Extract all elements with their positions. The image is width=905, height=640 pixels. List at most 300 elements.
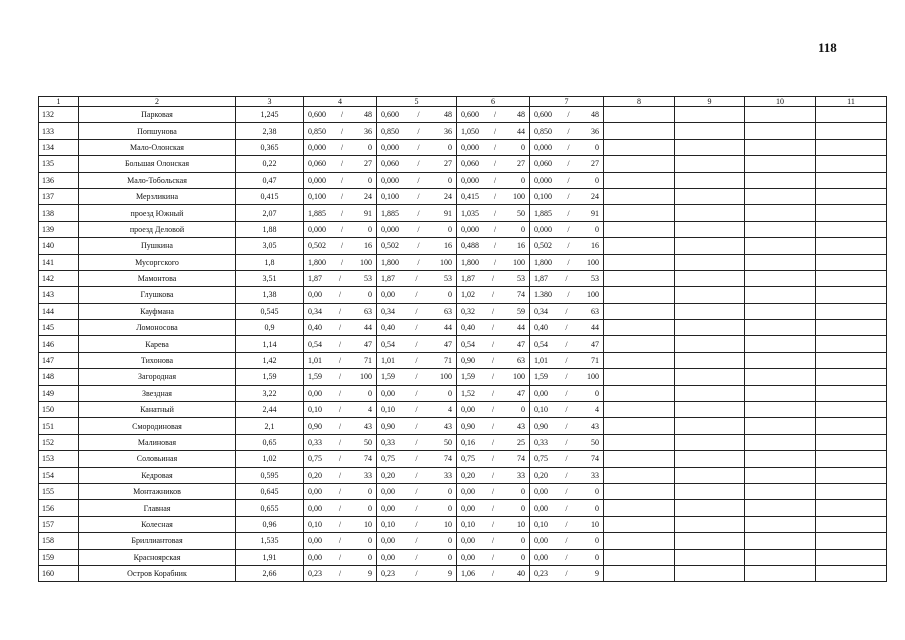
pair-value: 0,000 bbox=[308, 175, 326, 185]
pair-separator: / bbox=[567, 241, 570, 251]
table-row bbox=[39, 352, 887, 368]
empty-cell-col-10 bbox=[745, 254, 816, 270]
pair-value: 0,00 bbox=[534, 487, 548, 497]
pair-percent: 10 bbox=[443, 519, 452, 529]
empty-cell-col-9 bbox=[675, 303, 745, 319]
pair-value: 0,75 bbox=[534, 454, 548, 464]
pair-percent: 100 bbox=[586, 372, 599, 382]
pair-cell-c4 bbox=[304, 483, 377, 499]
pair-value: 0,54 bbox=[308, 339, 322, 349]
street-name: Тихонова bbox=[79, 352, 236, 368]
pair-value: 0,850 bbox=[381, 126, 399, 136]
empty-cell-col-10 bbox=[745, 172, 816, 188]
pair-percent: 50 bbox=[516, 208, 525, 218]
table-row bbox=[39, 172, 887, 188]
table-row bbox=[39, 402, 887, 418]
pair-cell-c7 bbox=[530, 107, 604, 123]
pair-value: 0,75 bbox=[461, 454, 475, 464]
pair-percent: 44 bbox=[516, 126, 525, 136]
table-row bbox=[39, 418, 887, 434]
pair-value: 1,01 bbox=[381, 356, 395, 366]
header-col-4: 4 bbox=[304, 97, 377, 107]
row-number: 149 bbox=[39, 385, 79, 401]
pair-value: 0,54 bbox=[534, 339, 548, 349]
length-value: 2,07 bbox=[236, 205, 304, 221]
pair-cell-c5 bbox=[377, 139, 457, 155]
empty-cell-col-11 bbox=[816, 188, 887, 204]
pair-separator: / bbox=[565, 487, 568, 497]
pair-value: 0,100 bbox=[308, 192, 326, 202]
pair-value: 0,00 bbox=[534, 552, 548, 562]
table-row bbox=[39, 516, 887, 532]
pair-cell-c5 bbox=[377, 565, 457, 581]
pair-percent: 43 bbox=[363, 421, 372, 431]
table-row bbox=[39, 221, 887, 237]
pair-cell-c6 bbox=[457, 287, 530, 303]
pair-separator: / bbox=[491, 470, 495, 480]
row-number: 156 bbox=[39, 500, 79, 516]
pair-cell-c4 bbox=[304, 139, 377, 155]
pair-value: 1,87 bbox=[308, 274, 322, 284]
pair-value: 0,40 bbox=[534, 323, 548, 333]
pair-value: 1,02 bbox=[461, 290, 475, 300]
pair-percent: 71 bbox=[363, 356, 372, 366]
pair-cell-c6 bbox=[457, 549, 530, 565]
pair-separator: / bbox=[338, 405, 342, 415]
pair-separator: / bbox=[567, 159, 570, 169]
pair-percent: 33 bbox=[363, 470, 372, 480]
pair-percent: 63 bbox=[590, 306, 599, 316]
pair-cell-c4 bbox=[304, 221, 377, 237]
empty-cell-col-8 bbox=[604, 254, 675, 270]
table-row bbox=[39, 188, 887, 204]
empty-cell-col-11 bbox=[816, 385, 887, 401]
empty-cell-col-10 bbox=[745, 303, 816, 319]
length-value: 0,655 bbox=[236, 500, 304, 516]
empty-cell-col-10 bbox=[745, 221, 816, 237]
empty-cell-col-10 bbox=[745, 467, 816, 483]
pair-separator: / bbox=[340, 159, 344, 169]
header-col-10: 10 bbox=[745, 97, 816, 107]
pair-percent: 74 bbox=[516, 454, 525, 464]
pair-separator: / bbox=[417, 126, 420, 136]
table-row bbox=[39, 320, 887, 336]
empty-cell-col-8 bbox=[604, 500, 675, 516]
row-number: 141 bbox=[39, 254, 79, 270]
street-name: Канатный bbox=[79, 402, 236, 418]
pair-separator: / bbox=[340, 142, 344, 152]
empty-cell-col-8 bbox=[604, 369, 675, 385]
pair-percent: 36 bbox=[590, 126, 599, 136]
pair-cell-c4 bbox=[304, 467, 377, 483]
pair-value: 0,000 bbox=[534, 142, 552, 152]
pair-cell-c7 bbox=[530, 254, 604, 270]
length-value: 1,8 bbox=[236, 254, 304, 270]
pair-percent: 16 bbox=[443, 241, 452, 251]
pair-cell-c6 bbox=[457, 385, 530, 401]
pair-cell-c5 bbox=[377, 188, 457, 204]
pair-percent: 0 bbox=[447, 388, 452, 398]
pair-cell-c7 bbox=[530, 418, 604, 434]
pair-cell-c4 bbox=[304, 451, 377, 467]
empty-cell-col-10 bbox=[745, 270, 816, 286]
pair-percent: 47 bbox=[443, 339, 452, 349]
pair-value: 0,000 bbox=[461, 175, 479, 185]
pair-cell-c5 bbox=[377, 369, 457, 385]
pair-percent: 48 bbox=[516, 110, 525, 120]
pair-value: 0,00 bbox=[534, 388, 548, 398]
pair-cell-c4 bbox=[304, 287, 377, 303]
pair-separator: / bbox=[340, 110, 344, 120]
pair-cell-c7 bbox=[530, 320, 604, 336]
pair-value: 0,000 bbox=[308, 224, 326, 234]
length-value: 1,42 bbox=[236, 352, 304, 368]
empty-cell-col-9 bbox=[675, 139, 745, 155]
pair-value: 0,90 bbox=[381, 421, 395, 431]
pair-percent: 100 bbox=[359, 372, 372, 382]
pair-cell-c4 bbox=[304, 565, 377, 581]
pair-cell-c5 bbox=[377, 320, 457, 336]
pair-cell-c4 bbox=[304, 188, 377, 204]
empty-cell-col-8 bbox=[604, 418, 675, 434]
empty-cell-col-10 bbox=[745, 320, 816, 336]
empty-cell-col-11 bbox=[816, 402, 887, 418]
pair-percent: 16 bbox=[516, 241, 525, 251]
length-value: 1,59 bbox=[236, 369, 304, 385]
pair-percent: 74 bbox=[443, 454, 452, 464]
empty-cell-col-8 bbox=[604, 385, 675, 401]
empty-cell-col-11 bbox=[816, 123, 887, 139]
pair-value: 0,100 bbox=[534, 192, 552, 202]
table-row bbox=[39, 336, 887, 352]
pair-value: 1,87 bbox=[461, 274, 475, 284]
table-row bbox=[39, 205, 887, 221]
empty-cell-col-11 bbox=[816, 172, 887, 188]
pair-separator: / bbox=[417, 175, 420, 185]
empty-cell-col-11 bbox=[816, 221, 887, 237]
pair-cell-c6 bbox=[457, 336, 530, 352]
pair-value: 0,00 bbox=[461, 552, 475, 562]
pair-separator: / bbox=[491, 388, 495, 398]
empty-cell-col-9 bbox=[675, 418, 745, 434]
pair-value: 0,850 bbox=[534, 126, 552, 136]
pair-value: 0,00 bbox=[308, 487, 322, 497]
empty-cell-col-11 bbox=[816, 287, 887, 303]
empty-cell-col-9 bbox=[675, 156, 745, 172]
empty-cell-col-9 bbox=[675, 500, 745, 516]
pair-value: 1,800 bbox=[534, 257, 552, 267]
pair-separator: / bbox=[491, 487, 495, 497]
table-row bbox=[39, 483, 887, 499]
pair-value: 0,20 bbox=[308, 470, 322, 480]
pair-separator: / bbox=[415, 552, 418, 562]
pair-percent: 10 bbox=[590, 519, 599, 529]
pair-cell-c4 bbox=[304, 172, 377, 188]
pair-percent: 10 bbox=[516, 519, 525, 529]
pair-value: 0,488 bbox=[461, 241, 479, 251]
pair-separator: / bbox=[565, 470, 568, 480]
pair-percent: 91 bbox=[590, 208, 599, 218]
row-number: 138 bbox=[39, 205, 79, 221]
pair-value: 0,54 bbox=[461, 339, 475, 349]
pair-separator: / bbox=[415, 372, 418, 382]
pair-cell-c7 bbox=[530, 172, 604, 188]
pair-separator: / bbox=[338, 519, 342, 529]
pair-cell-c4 bbox=[304, 352, 377, 368]
pair-separator: / bbox=[338, 552, 342, 562]
length-value: 0,9 bbox=[236, 320, 304, 336]
length-value: 0,65 bbox=[236, 434, 304, 450]
pair-percent: 0 bbox=[447, 142, 452, 152]
pair-cell-c6 bbox=[457, 172, 530, 188]
pair-percent: 0 bbox=[367, 552, 372, 562]
pair-percent: 0 bbox=[594, 224, 599, 234]
pair-value: 1,050 bbox=[461, 126, 479, 136]
table-row bbox=[39, 549, 887, 565]
pair-separator: / bbox=[340, 241, 344, 251]
pair-cell-c4 bbox=[304, 402, 377, 418]
pair-cell-c4 bbox=[304, 123, 377, 139]
row-number: 148 bbox=[39, 369, 79, 385]
empty-cell-col-9 bbox=[675, 188, 745, 204]
pair-percent: 100 bbox=[512, 257, 525, 267]
pair-value: 0,00 bbox=[308, 536, 322, 546]
pair-percent: 43 bbox=[590, 421, 599, 431]
pair-cell-c7 bbox=[530, 500, 604, 516]
pair-value: 0,600 bbox=[381, 110, 399, 120]
pair-separator: / bbox=[415, 519, 418, 529]
pair-cell-c4 bbox=[304, 516, 377, 532]
empty-cell-col-8 bbox=[604, 270, 675, 286]
empty-cell-col-8 bbox=[604, 533, 675, 549]
pair-separator: / bbox=[493, 110, 497, 120]
pair-value: 0,33 bbox=[308, 438, 322, 447]
pair-percent: 47 bbox=[516, 339, 525, 349]
pair-percent: 44 bbox=[590, 323, 599, 333]
pair-cell-c5 bbox=[377, 336, 457, 352]
empty-cell-col-11 bbox=[816, 320, 887, 336]
pair-separator: / bbox=[565, 388, 568, 398]
table-row bbox=[39, 287, 887, 303]
pair-value: 0,90 bbox=[308, 421, 322, 431]
empty-cell-col-10 bbox=[745, 483, 816, 499]
pair-value: 0,10 bbox=[381, 405, 395, 415]
pair-percent: 0 bbox=[367, 290, 372, 300]
empty-cell-col-11 bbox=[816, 516, 887, 532]
empty-cell-col-11 bbox=[816, 500, 887, 516]
empty-cell-col-9 bbox=[675, 254, 745, 270]
empty-cell-col-10 bbox=[745, 516, 816, 532]
empty-cell-col-9 bbox=[675, 270, 745, 286]
empty-cell-col-11 bbox=[816, 533, 887, 549]
pair-separator: / bbox=[567, 192, 570, 202]
pair-separator: / bbox=[491, 372, 495, 382]
empty-cell-col-8 bbox=[604, 434, 675, 450]
empty-cell-col-10 bbox=[745, 352, 816, 368]
pair-value: 0,00 bbox=[308, 388, 322, 398]
pair-separator: / bbox=[491, 438, 495, 447]
pair-value: 0,40 bbox=[461, 323, 475, 333]
table-row bbox=[39, 270, 887, 286]
pair-value: 0,23 bbox=[534, 569, 548, 579]
header-row bbox=[39, 97, 887, 107]
pair-value: 0,000 bbox=[461, 142, 479, 152]
pair-cell-c6 bbox=[457, 221, 530, 237]
pair-cell-c5 bbox=[377, 172, 457, 188]
pair-percent: 71 bbox=[590, 356, 599, 366]
row-number: 139 bbox=[39, 221, 79, 237]
header-col-8: 8 bbox=[604, 97, 675, 107]
empty-cell-col-10 bbox=[745, 549, 816, 565]
pair-cell-c4 bbox=[304, 205, 377, 221]
table-row bbox=[39, 107, 887, 123]
pair-percent: 0 bbox=[594, 552, 599, 562]
pair-percent: 0 bbox=[594, 536, 599, 546]
row-number: 134 bbox=[39, 139, 79, 155]
pair-percent: 0 bbox=[447, 536, 452, 546]
pair-separator: / bbox=[491, 421, 495, 431]
table-row bbox=[39, 254, 887, 270]
length-value: 1,245 bbox=[236, 107, 304, 123]
pair-percent: 27 bbox=[590, 159, 599, 169]
pair-cell-c7 bbox=[530, 336, 604, 352]
empty-cell-col-11 bbox=[816, 434, 887, 450]
pair-value: 0,000 bbox=[381, 142, 399, 152]
pair-value: 1,52 bbox=[461, 388, 475, 398]
empty-cell-col-8 bbox=[604, 139, 675, 155]
pair-cell-c5 bbox=[377, 483, 457, 499]
pair-percent: 36 bbox=[443, 126, 452, 136]
pair-separator: / bbox=[493, 257, 497, 267]
pair-separator: / bbox=[338, 536, 342, 546]
pair-percent: 44 bbox=[443, 323, 452, 333]
pair-percent: 100 bbox=[512, 192, 525, 202]
pair-value: 0,10 bbox=[461, 519, 475, 529]
row-number: 159 bbox=[39, 549, 79, 565]
pair-separator: / bbox=[567, 208, 570, 218]
pair-cell-c7 bbox=[530, 352, 604, 368]
empty-cell-col-10 bbox=[745, 287, 816, 303]
pair-percent: 44 bbox=[363, 323, 372, 333]
pair-percent: 0 bbox=[447, 503, 452, 513]
pair-value: 0,20 bbox=[381, 470, 395, 480]
pair-separator: / bbox=[565, 356, 568, 366]
pair-percent: 9 bbox=[367, 569, 372, 579]
pair-percent: 9 bbox=[594, 569, 599, 579]
empty-cell-col-11 bbox=[816, 205, 887, 221]
empty-cell-col-10 bbox=[745, 205, 816, 221]
length-value: 0,645 bbox=[236, 483, 304, 499]
pair-separator: / bbox=[415, 536, 418, 546]
pair-percent: 27 bbox=[443, 159, 452, 169]
pair-cell-c5 bbox=[377, 238, 457, 254]
pair-value: 0,10 bbox=[308, 519, 322, 529]
length-value: 0,415 bbox=[236, 188, 304, 204]
length-value: 0,365 bbox=[236, 139, 304, 155]
pair-percent: 10 bbox=[363, 519, 372, 529]
pair-separator: / bbox=[491, 356, 495, 366]
pair-value: 1,59 bbox=[461, 372, 475, 382]
pair-value: 0,10 bbox=[308, 405, 322, 415]
page-number: 118 bbox=[818, 40, 837, 55]
pair-value: 0,10 bbox=[534, 405, 548, 415]
pair-cell-c6 bbox=[457, 352, 530, 368]
row-number: 153 bbox=[39, 451, 79, 467]
pair-cell-c5 bbox=[377, 500, 457, 516]
pair-value: 1,885 bbox=[308, 208, 326, 218]
pair-percent: 44 bbox=[516, 323, 525, 333]
length-value: 0,545 bbox=[236, 303, 304, 319]
empty-cell-col-10 bbox=[745, 500, 816, 516]
pair-value: 0,600 bbox=[308, 110, 326, 120]
empty-cell-col-10 bbox=[745, 451, 816, 467]
pair-separator: / bbox=[565, 274, 568, 284]
row-number: 145 bbox=[39, 320, 79, 336]
pair-separator: / bbox=[417, 142, 420, 152]
pair-percent: 74 bbox=[363, 454, 372, 464]
row-number: 157 bbox=[39, 516, 79, 532]
street-name: Монтажников bbox=[79, 483, 236, 499]
pair-value: 0,33 bbox=[381, 438, 395, 447]
pair-cell-c6 bbox=[457, 270, 530, 286]
empty-cell-col-11 bbox=[816, 451, 887, 467]
pair-value: 0,75 bbox=[381, 454, 395, 464]
pair-separator: / bbox=[565, 536, 568, 546]
pair-cell-c5 bbox=[377, 467, 457, 483]
empty-cell-col-8 bbox=[604, 336, 675, 352]
pair-percent: 100 bbox=[586, 257, 599, 267]
pair-percent: 63 bbox=[516, 356, 525, 366]
pair-value: 1,885 bbox=[534, 208, 552, 218]
empty-cell-col-8 bbox=[604, 287, 675, 303]
empty-cell-col-9 bbox=[675, 467, 745, 483]
pair-separator: / bbox=[491, 552, 495, 562]
pair-percent: 0 bbox=[520, 503, 525, 513]
pair-separator: / bbox=[338, 306, 342, 316]
pair-percent: 0 bbox=[447, 175, 452, 185]
street-name: Остров Корабник bbox=[79, 565, 236, 581]
pair-cell-c4 bbox=[304, 254, 377, 270]
pair-value: 0,00 bbox=[461, 405, 475, 415]
empty-cell-col-8 bbox=[604, 238, 675, 254]
pair-separator: / bbox=[491, 306, 495, 316]
pair-separator: / bbox=[417, 208, 420, 218]
pair-percent: 50 bbox=[590, 438, 599, 447]
pair-value: 0,502 bbox=[534, 241, 552, 251]
pair-percent: 0 bbox=[367, 388, 372, 398]
empty-cell-col-8 bbox=[604, 483, 675, 499]
pair-percent: 25 bbox=[516, 438, 525, 447]
pair-separator: / bbox=[338, 454, 342, 464]
pair-value: 0,10 bbox=[381, 519, 395, 529]
pair-cell-c5 bbox=[377, 385, 457, 401]
empty-cell-col-8 bbox=[604, 303, 675, 319]
table-row bbox=[39, 139, 887, 155]
pair-separator: / bbox=[417, 241, 420, 251]
pair-separator: / bbox=[567, 224, 570, 234]
length-value: 0,595 bbox=[236, 467, 304, 483]
empty-cell-col-10 bbox=[745, 336, 816, 352]
pair-separator: / bbox=[338, 503, 342, 513]
header-col-5: 5 bbox=[377, 97, 457, 107]
pair-value: 0,00 bbox=[534, 503, 548, 513]
pair-separator: / bbox=[415, 339, 418, 349]
data-table bbox=[38, 96, 887, 582]
street-name: Большая Олонская bbox=[79, 156, 236, 172]
pair-separator: / bbox=[493, 208, 497, 218]
street-name: Малиновая bbox=[79, 434, 236, 450]
pair-percent: 0 bbox=[520, 405, 525, 415]
